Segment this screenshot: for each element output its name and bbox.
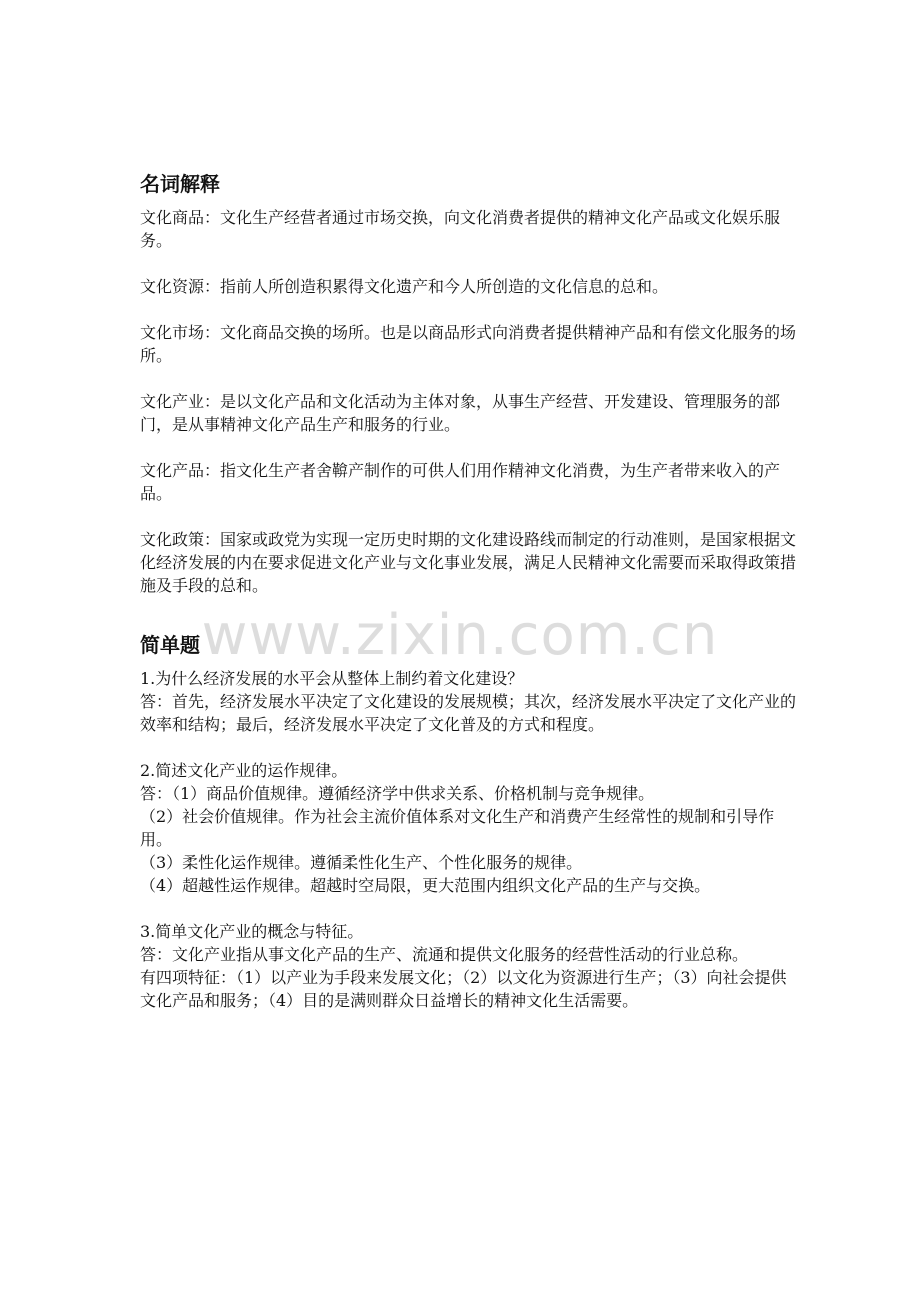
question-1: 1.为什么经济发展的水平会从整体上制约着文化建设？ xyxy=(140,669,524,688)
section-heading-terms: 名词解释 xyxy=(140,172,220,196)
term-cultural-market: 文化市场：文化商品交换的场所。也是以商品形式向消费者提供精神产品和有偿文化服务的场所。 xyxy=(140,323,797,365)
term-cultural-resources: 文化资源：指前人所创造积累得文化遗产和今人所创造的文化信息的总和。 xyxy=(140,277,669,296)
section-heading-short-answer: 简单题 xyxy=(140,633,200,657)
question-block-2 xyxy=(140,759,800,897)
question-block-1 xyxy=(140,667,800,736)
term-cultural-industry: 文化产业：是以文化产品和文化活动为主体对象，从事生产经营、开发建设、管理服务的部门，是从事精神文化产品生产和服务的行业。 xyxy=(140,392,781,434)
question-2: 2.简述文化产业的运作规律。 xyxy=(140,761,348,780)
answer-2-line-1: 答：（1）商品价值规律。遵循经济学中供求关系、价格机制与竞争规律。 xyxy=(140,784,655,803)
question-block-3 xyxy=(140,920,800,1012)
question-3: 3.简单文化产业的概念与特征。 xyxy=(140,922,364,941)
term-cultural-goods: 文化商品：文化生产经营者通过市场交换，向文化消费者提供的精神文化产品或文化娱乐服务。 xyxy=(140,208,781,250)
watermark: www.zixin.com.cn xyxy=(201,603,719,668)
answer-3-features: 有四项特征：（1）以产业为手段来发展文化；（2）以文化为资源进行生产；（3）向社会提供文化产品和服务；（4）目的是满则群众日益增长的精神文化生活需要。 xyxy=(140,968,787,1010)
answer-2-line-2: （2）社会价值规律。作为社会主流价值体系对文化生产和消费产生经常性的规制和引导作用。 xyxy=(140,807,775,849)
term-cultural-product: 文化产品：指文化生产者舍鞥产制作的可供人们用作精神文化消费，为生产者带来收入的产品。 xyxy=(140,461,781,503)
answer-2-line-4: （4）超越性运作规律。超越时空局限，更大范围内组织文化产品的生产与交换。 xyxy=(140,876,711,895)
answer-1: 答：首先，经济发展水平决定了文化建设的发展规模；其次，经济发展水平决定了文化产业的效率和结构；最后，经济发展水平决定了文化普及的方式和程度。 xyxy=(140,692,797,734)
term-cultural-policy: 文化政策：国家或政党为实现一定历史时期的文化建设路线而制定的行动准则，是国家根据文化经济发展的内在要求促进文化产业与文化事业发展，满足人民精神文化需要而采取得政策措施及手段的总和。 xyxy=(140,530,797,595)
document-page xyxy=(140,170,800,1012)
answer-2-line-3: （3）柔性化运作规律。遵循柔性化生产、个性化服务的规律。 xyxy=(140,853,583,872)
answer-3: 答：文化产业指从事文化产品的生产、流通和提供文化服务的经营性活动的行业总称。 xyxy=(140,945,749,964)
